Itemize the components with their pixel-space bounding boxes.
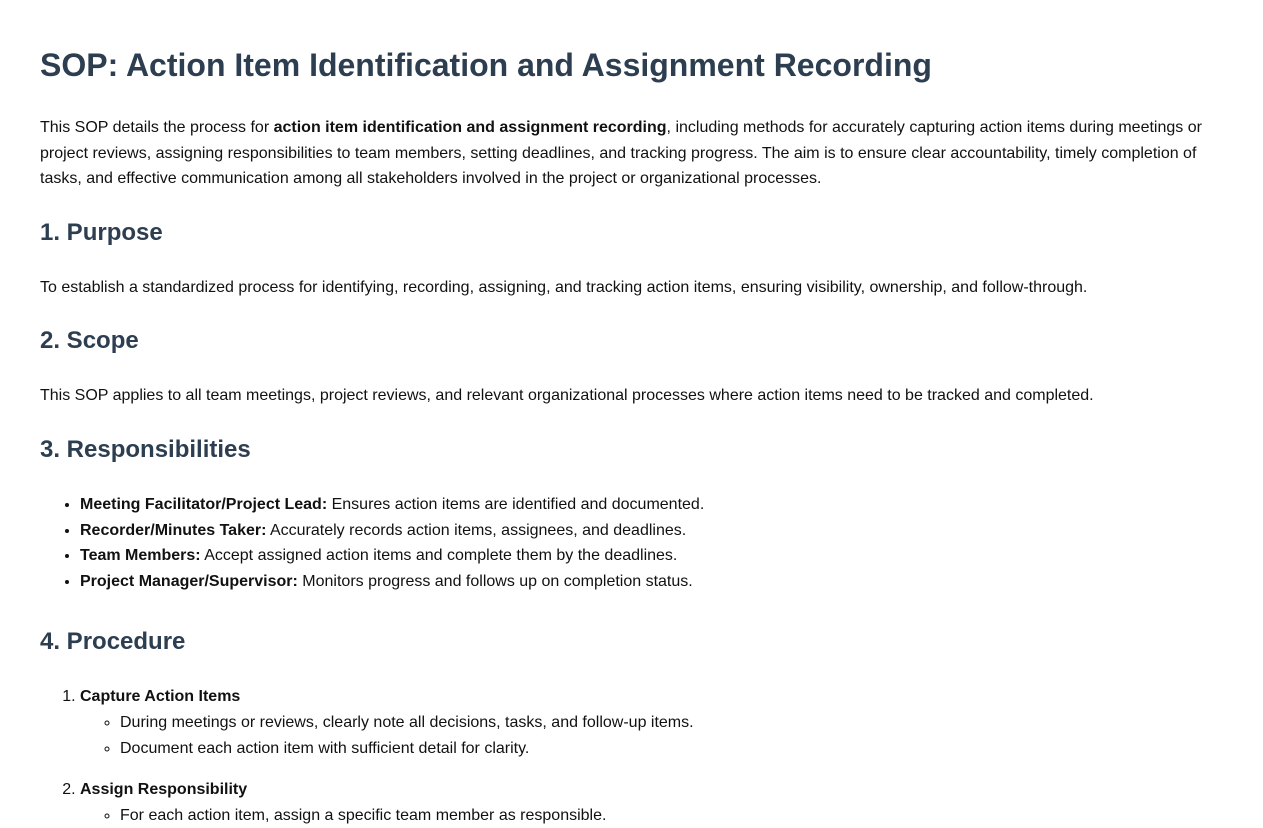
substep-item: ◦ For each action item, assign a specific team member as responsible. [120, 803, 1223, 828]
procedure-list [40, 684, 1223, 828]
purpose-heading: 1. Purpose [40, 218, 163, 246]
procedure-step [80, 777, 1223, 828]
purpose-text: To establish a standardized process for identifying, recording, assigning, and tracking action items, ensuring visibility, ownership, and follow-through. [40, 278, 1088, 296]
list-item [80, 569, 1223, 595]
substep-item: ◦ Document each action item with sufficient detail for clarity. [120, 736, 1223, 762]
substep-item: ◦ During meetings or reviews, clearly note all decisions, tasks, and follow-up items. [120, 710, 1223, 736]
responsibilities-heading: 3. Responsibilities [40, 435, 251, 463]
intro-text-bold: action item identification and assignment recording [273, 119, 667, 136]
intro-text-start: This SOP details the process for [40, 119, 274, 136]
step-title: Assign Responsibility [80, 781, 248, 799]
role-description: Ensures action items are identified and documented. [327, 495, 705, 513]
role-label: Team Members: [80, 547, 201, 565]
intro-paragraph [40, 115, 1210, 192]
list-item [80, 518, 1223, 544]
scope-text: This SOP applies to all team meetings, project reviews, and relevant organizational processes where action items need to be tracked and completed. [40, 387, 1094, 405]
responsibilities-list [40, 492, 1223, 594]
step-substeps [80, 710, 1223, 761]
step-substeps [80, 803, 1223, 828]
role-description: Monitors progress and follows up on completion status. [297, 572, 693, 590]
step-title: Capture Action Items [80, 688, 241, 706]
role-description: Accurately records action items, assignees, and deadlines. [266, 521, 687, 539]
intro-text-end: , including methods for accurately capturing action items during meetings or project reviews, assigning responsibilities to team members, setting deadlines, and tracking progress. The aim is to ensure clear accountability, timely completion of tasks, and effective communication among all stakeholders involved in the project or organizational processes. [40, 119, 1202, 188]
role-label: Meeting Facilitator/Project Lead: [80, 495, 328, 513]
list-item [80, 492, 1223, 518]
role-label: Project Manager/Supervisor: [80, 572, 298, 590]
role-description: Accept assigned action items and complete them by the deadlines. [200, 547, 678, 565]
procedure-step [80, 684, 1223, 761]
scope-heading: 2. Scope [40, 327, 139, 355]
procedure-heading: 4. Procedure [40, 628, 186, 656]
list-item [80, 543, 1223, 569]
role-label: Recorder/Minutes Taker: [80, 521, 267, 539]
page-title: SOP: Action Item Identification and Assignment Recording [40, 47, 932, 83]
